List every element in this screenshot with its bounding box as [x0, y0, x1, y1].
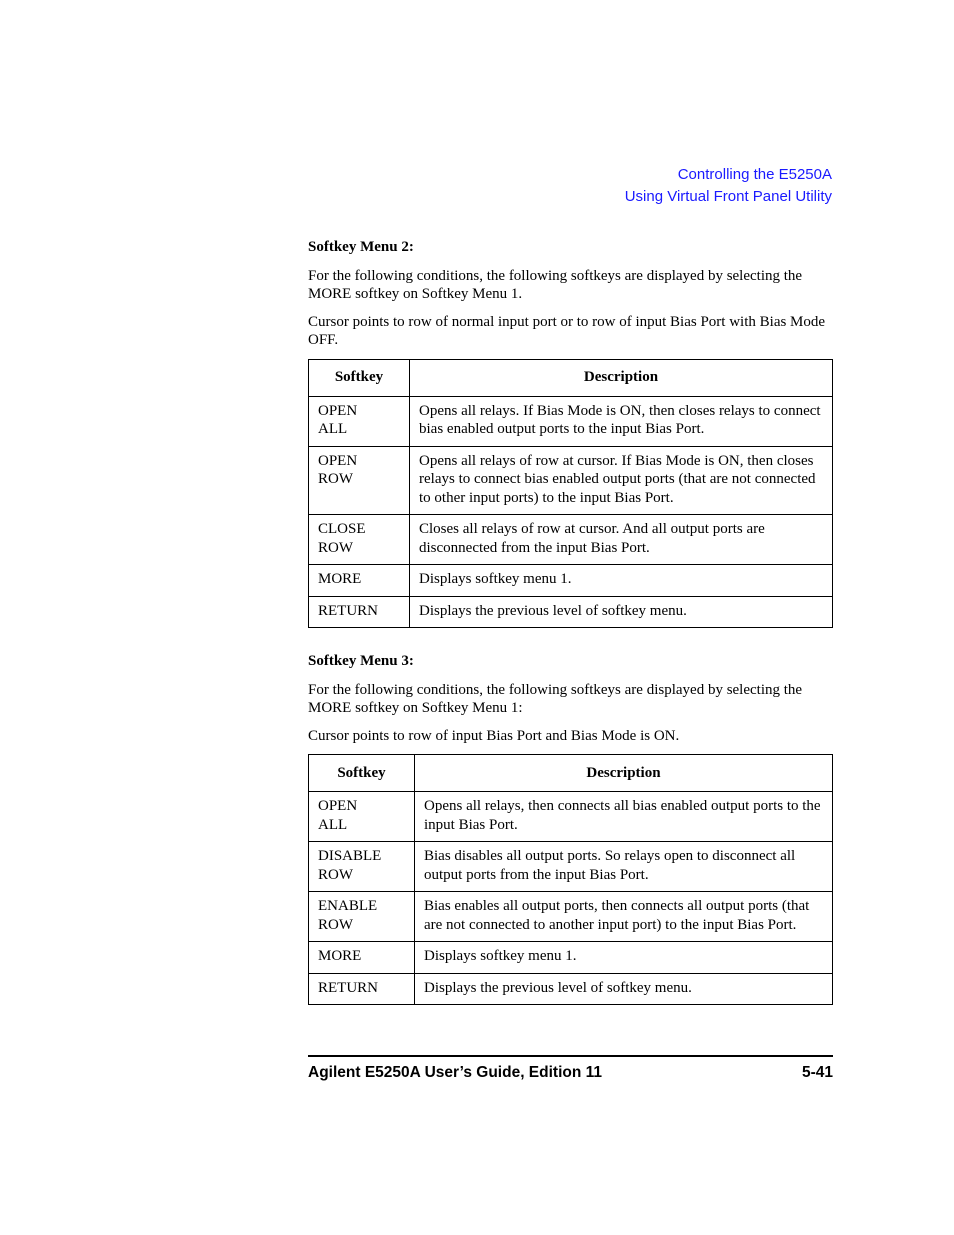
softkey-cell: CLOSE ROW — [309, 515, 410, 565]
menu2-heading: Softkey Menu 2: — [308, 239, 414, 255]
description-column-header: Description — [415, 755, 833, 792]
menu3-softkey-table — [308, 754, 833, 1005]
description-cell: Opens all relays of row at cursor. If Bias Mode is ON, then closes relays to connect bias enabled output ports (that are not connected to other input ports) to the input Bias Port. — [410, 446, 833, 515]
table-row — [309, 396, 833, 446]
chapter-title: Controlling the E5250A — [677, 166, 832, 183]
menu2-intro: For the following conditions, the following softkeys are displayed by selecting the MORE softkey on Softkey Menu 1. — [308, 267, 803, 302]
section-title: Using Virtual Front Panel Utility — [624, 188, 832, 205]
softkey-cell: DISABLE ROW — [309, 842, 415, 892]
description-cell: Bias disables all output ports. So relays open to disconnect all output ports from the input Bias Port. — [415, 842, 833, 892]
footer-title: Agilent E5250A User’s Guide, Edition 11 — [308, 1064, 603, 1081]
softkey-cell: RETURN — [309, 973, 415, 1005]
page-footer — [308, 1055, 833, 1082]
table-row — [309, 792, 833, 842]
description-cell: Displays softkey menu 1. — [415, 942, 833, 974]
table-row — [309, 842, 833, 892]
table-header-row — [309, 755, 833, 792]
softkey-cell: OPEN ALL — [309, 396, 410, 446]
description-cell: Displays softkey menu 1. — [410, 565, 833, 597]
description-column-header: Description — [410, 359, 833, 396]
table-row — [309, 892, 833, 942]
softkey-cell: ENABLE ROW — [309, 892, 415, 942]
description-cell: Opens all relays, then connects all bias enabled output ports to the input Bias Port. — [415, 792, 833, 842]
softkey-cell: MORE — [309, 942, 415, 974]
page-number: 5-41 — [801, 1064, 833, 1081]
menu3-condition: Cursor points to row of input Bias Port and Bias Mode is ON. — [308, 727, 680, 744]
description-cell: Displays the previous level of softkey menu. — [410, 596, 833, 628]
menu2-softkey-table — [308, 359, 833, 629]
softkey-cell: MORE — [309, 565, 410, 597]
table-row — [309, 942, 833, 974]
description-cell: Displays the previous level of softkey menu. — [415, 973, 833, 1005]
table-row — [309, 446, 833, 515]
menu3-intro: For the following conditions, the following softkeys are displayed by selecting the MORE softkey on Softkey Menu 1: — [308, 681, 803, 716]
description-cell: Bias enables all output ports, then connects all output ports (that are not connected to another input port) to the input Bias Port. — [415, 892, 833, 942]
softkey-column-header: Softkey — [309, 755, 415, 792]
softkey-cell: RETURN — [309, 596, 410, 628]
description-cell: Closes all relays of row at cursor. And all output ports are disconnected from the input Bias Port. — [410, 515, 833, 565]
menu2-condition: Cursor points to row of normal input port or to row of input Bias Port with Bias Mode OFF. — [308, 313, 826, 348]
description-cell: Opens all relays. If Bias Mode is ON, then closes relays to connect bias enabled output ports to the input Bias Port. — [410, 396, 833, 446]
table-row — [309, 565, 833, 597]
running-header — [625, 164, 832, 208]
main-content — [308, 238, 833, 1029]
softkey-cell: OPEN ALL — [309, 792, 415, 842]
table-row — [309, 596, 833, 628]
softkey-cell: OPEN ROW — [309, 446, 410, 515]
table-row — [309, 515, 833, 565]
table-row — [309, 973, 833, 1005]
softkey-column-header: Softkey — [309, 359, 410, 396]
menu3-heading: Softkey Menu 3: — [308, 653, 414, 669]
table-header-row — [309, 359, 833, 396]
